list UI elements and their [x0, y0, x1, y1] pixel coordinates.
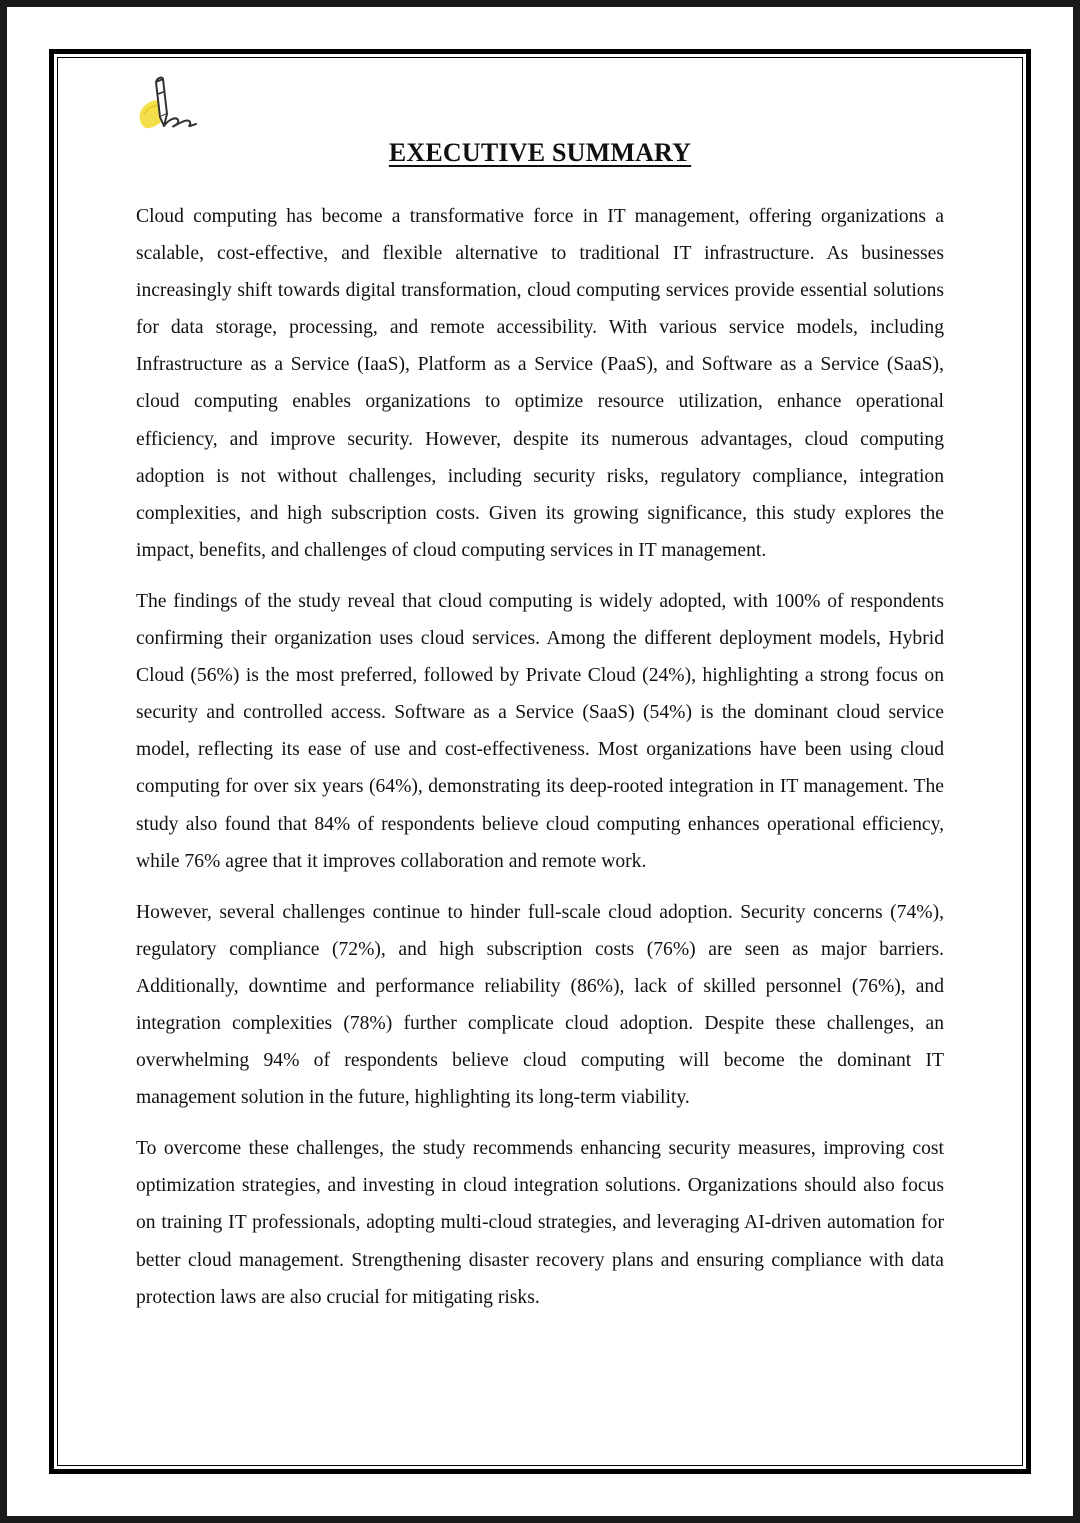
document-body	[136, 198, 944, 1330]
paragraph-intro: Cloud computing has become a transformative force in IT management, offering organizations a scalable, cost-effective, and flexible alternative to traditional IT infrastructure. As businesses increasingly shift towards digital transformation, cloud computing services provide essential solutions for data storage, processing, and remote accessibility. With various service models, including Infrastructure as a Service (IaaS), Platform as a Service (PaaS), and Software as a Service (SaaS), cloud computing enables organizations to optimize resource utilization, enhance operational efficiency, and improve security. However, despite its numerous advantages, cloud computing adoption is not without challenges, including security risks, regulatory compliance, integration complexities, and high subscription costs. Given its growing significance, this study explores the impact, benefits, and challenges of cloud computing services in IT management.	[136, 206, 944, 561]
paragraph-findings: The findings of the study reveal that cloud computing is widely adopted, with 100% of respondents confirming their organization uses cloud services. Among the different deployment models, Hybrid Cloud (56%) is the most preferred, followed by Private Cloud (24%), highlighting a strong focus on security and controlled access. Software as a Service (SaaS) (54%) is the dominant cloud service model, reflecting its ease of use and cost-effectiveness. Most organizations have been using cloud computing for over six years (64%), demonstrating its deep-rooted integration in IT management. The study also found that 84% of respondents believe cloud computing enhances operational efficiency, while 76% agree that it improves collaboration and remote work.	[136, 590, 944, 872]
pen-writing-icon	[134, 74, 202, 136]
paragraph-recommendations: To overcome these challenges, the study recommends enhancing security measures, improving cost optimization strategies, and investing in cloud integration solutions. Organizations should also focus on training IT professionals, adopting multi-cloud strategies, and leveraging AI-driven automation for better cloud management. Strengthening disaster recovery plans and ensuring compliance with data protection laws are also crucial for mitigating risks.	[136, 1138, 944, 1308]
page-title: EXECUTIVE SUMMARY	[388, 138, 692, 167]
paragraph-challenges: However, several challenges continue to hinder full-scale cloud adoption. Security concerns (74%), regulatory compliance (72%), and high subscription costs (76%) are seen as major barriers. Additionally, downtime and performance reliability (86%), lack of skilled personnel (76%), and integration complexities (78%) further complicate cloud adoption. Despite these challenges, an overwhelming 94% of respondents believe cloud computing will become the dominant IT management solution in the future, highlighting its long-term viability.	[136, 901, 944, 1109]
